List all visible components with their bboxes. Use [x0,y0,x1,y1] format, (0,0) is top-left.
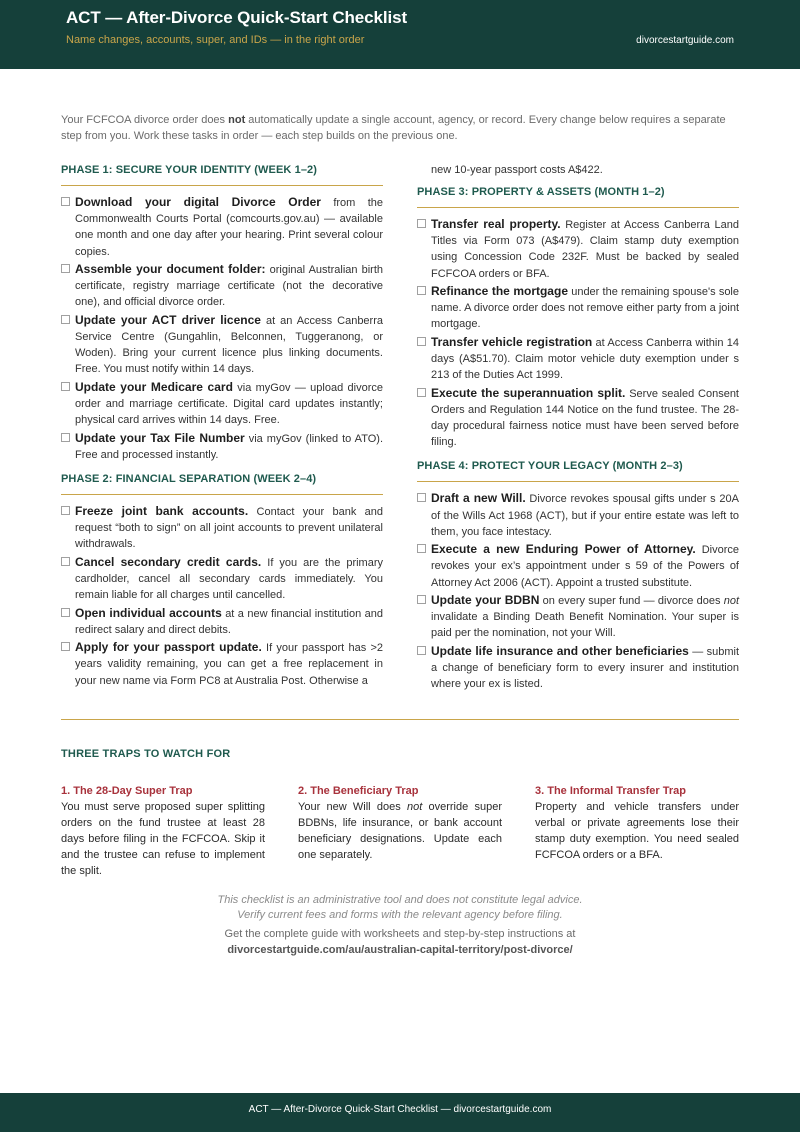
checkbox-icon[interactable] [417,337,426,346]
item-lead: Open individual accounts [75,605,222,620]
checkbox-icon[interactable] [417,388,426,397]
checkbox-icon[interactable] [417,544,426,553]
item-lead: Update your Medicare card [75,379,233,394]
right-column [417,162,739,694]
item-text: Divorce revokes spousal gifts under s 20A of the Wills Act 1968 (ACT), but if your entire estate was left to them, you face intestacy. [431,493,739,538]
checklist-item[interactable] [61,194,383,260]
checkbox-icon[interactable] [61,608,70,617]
item-lead: Freeze joint bank accounts. [75,504,249,518]
trap-title: 2. The Beneficiary Trap [298,785,419,797]
footer-banner [0,1093,800,1132]
checklist-item[interactable] [61,430,383,463]
trap-text: You must serve proposed super splitting orders on the fund trustee at least 28 days before filing in the FCFCOA. Skip it and the trustee can refuse to implement the split. [61,801,265,877]
item-text: at an Access Canberra Service Centre (Gungahlin, Belconnen, Tuggeranong, or Woden). Bring your current licence plus linking documents. Free. You must notify within 14 days. [75,314,383,376]
phase-3-divider [417,207,739,208]
item-text: If you are the primary cardholder, cancel all secondary cards immediately. You remain liable for all charges until cancelled. [75,556,383,602]
checklist-item[interactable] [417,490,739,540]
item-text: at a new financial institution and redirect salary and direct debits. [75,607,383,636]
checkbox-icon[interactable] [417,219,426,228]
item-lead: Transfer real property. [431,217,561,231]
intro-text-before: Your FCFCOA divorce order does [61,114,229,126]
checkbox-icon[interactable] [61,642,70,651]
intro-emphasis: not [228,114,246,126]
checkbox-icon[interactable] [417,646,426,655]
page-title: ACT — After-Divorce Quick-Start Checklist [66,8,408,27]
item-text: via myGov — upload divorce order and marriage certificate. Digital card updates instantly; physical card arrives within 14 days. Free. [75,381,383,427]
checklist-item[interactable] [61,503,383,553]
item-lead: Refinance the mortgage [431,284,568,298]
checkbox-icon[interactable] [61,197,70,206]
guide-cta [0,926,800,958]
item-text: — submit a change of beneficiary form to every insurer and institution where your ex is listed. [431,645,739,691]
phase-3-list [417,216,739,450]
item-text: at Access Canberra within 14 days (A$51.70). Claim motor vehicle duty exemption under s 213 of the Duties Act 1999. [431,336,739,382]
site-url[interactable]: divorcestartguide.com [636,35,734,46]
item-lead: Update your BDBN [431,593,540,607]
trap-card [298,783,502,863]
checkbox-icon[interactable] [417,595,426,604]
item-lead: Update your Tax File Number [75,430,245,445]
item-text: Serve sealed Consent Orders and Regulation 144 Notice on the fund trustee. The 28-day procedural fairness notice must have been served before filing. [431,387,739,449]
checklist-item[interactable] [417,283,739,333]
item-text: invalidate a Binding Death Benefit Nomination. Your super is paid per the nomination, not your Will. [431,611,739,640]
checklist-item[interactable] [61,554,383,604]
disclaimer-line: This checklist is an administrative tool and does not constitute legal advice. [217,894,583,906]
phase-4-divider [417,481,739,482]
page-subtitle: Name changes, accounts, super, and IDs — in the right order [66,34,365,46]
item-lead: Update your ACT driver licence [75,312,261,327]
intro-paragraph [61,112,739,144]
checklist-item[interactable] [417,643,739,693]
item-text: Register at Access Canberra Land Titles via Form 073 (A$479). Claim stamp duty exemption using Concession Code 232F. Must be backed by sealed FCFCOA orders or BFA. [431,219,739,280]
phase-1-divider [61,185,383,186]
traps-heading: THREE TRAPS TO WATCH FOR [61,748,231,760]
checklist-item[interactable] [61,605,383,638]
item-lead: Cancel secondary credit cards. [75,554,262,569]
item-lead: Transfer vehicle registration [431,334,593,349]
phase-3-title: PHASE 3: PROPERTY & ASSETS (MONTH 1–2) [417,186,665,198]
item-lead: Update life insurance and other beneficiaries [431,643,689,658]
checkbox-icon[interactable] [417,286,426,295]
item-text: original Australian birth certificate, registry marriage certificate (not the decorative one), and official divorce order. [75,264,383,309]
checkbox-icon[interactable] [61,264,70,273]
item-lead: Draft a new Will. [431,491,526,506]
checkbox-icon[interactable] [417,493,426,502]
checklist-item[interactable] [417,216,739,282]
trap-text: override super BDBNs, life insurance, or bank account beneficiary designations. Update each one separately. [298,801,502,861]
phase-1-title: PHASE 1: SECURE YOUR IDENTITY (WEEK 1–2) [61,164,318,176]
checkbox-icon[interactable] [61,506,70,515]
checklist-item[interactable] [417,592,739,642]
section-divider [61,719,739,720]
trap-text: Your new Will does [298,801,407,813]
phase-4-list [417,490,739,692]
trap-card [61,783,265,879]
disclaimer [0,893,800,923]
item-lead: Apply for your passport update. [75,640,262,655]
checklist-item[interactable] [417,385,739,451]
phase-2-title: PHASE 2: FINANCIAL SEPARATION (WEEK 2–4) [61,473,317,485]
item-text: on every super fund — divorce does [539,595,724,607]
header-banner [0,0,800,69]
trap-emphasis: not [406,801,423,813]
intro-text-after: automatically update a single account, agency, or record. Every change below requires a separate step from you. Work these tasks in order — each step builds on the previous one. [61,114,726,142]
checklist-item[interactable] [61,379,383,429]
item-text: via myGov (linked to ATO). Free and processed instantly. [75,432,383,461]
guide-link[interactable]: divorcestartguide.com/au/australian-capital-territory/post-divorce/ [227,944,573,956]
guide-text: Get the complete guide with worksheets and step-by-step instructions at [224,928,576,940]
checklist-item[interactable] [61,312,383,378]
item-lead: Execute the superannuation split. [431,385,626,400]
trap-title: 3. The Informal Transfer Trap [535,785,686,797]
checklist-item[interactable] [417,541,739,591]
checkbox-icon[interactable] [61,382,70,391]
item-emphasis: not [723,595,739,607]
checklist-item[interactable] [61,261,383,311]
checkbox-icon[interactable] [61,557,70,566]
item-text: Divorce revokes your ex’s appointment under s 59 of the Powers of Attorney Act 2006 (ACT). Appoint a trusted substitute. [431,544,740,589]
phase-1-list [61,194,383,463]
trap-text: Property and vehicle transfers under verbal or private agreements lose their stamp duty exemption. You need sealed FCFCOA orders or a BFA. [535,801,739,861]
item-lead: Download your digital Divorce Order [75,195,321,209]
checklist-item[interactable] [61,639,383,689]
trap-title: 1. The 28-Day Super Trap [61,785,193,797]
phase-2-divider [61,494,383,495]
item-text: Contact your bank and request “both to sign” on all joint accounts to prevent unilateral withdrawals. [75,506,383,551]
item-text: under the remaining spouse's sole name. A divorce order does not remove either party from a joint mortgage. [431,286,739,331]
footer-text: ACT — After-Divorce Quick-Start Checklist — divorcestartguide.com [248,1104,552,1115]
item-text: If your passport has >2 years validity remaining, you can get a free replacement in your new name via Form PC8 at Australia Post. Otherwise a [75,642,383,687]
passport-continued-text: new 10-year passport costs A$422. [431,164,603,176]
left-column [61,162,383,690]
checkbox-icon[interactable] [61,433,70,442]
item-text: from the Commonwealth Courts Portal (comcourts.gov.au) — available one month and one day after your hearing. Print several colour copies. [75,197,384,258]
item-lead: Assemble your document folder: [75,262,266,276]
phase-2-list [61,503,383,689]
checklist-item[interactable] [417,334,739,384]
item-lead: Execute a new Enduring Power of Attorney. [431,542,696,557]
trap-card [535,783,739,863]
disclaimer-line: Verify current fees and forms with the relevant agency before filing. [237,909,563,921]
checkbox-icon[interactable] [61,315,70,324]
phase-4-title: PHASE 4: PROTECT YOUR LEGACY (MONTH 2–3) [417,460,683,473]
